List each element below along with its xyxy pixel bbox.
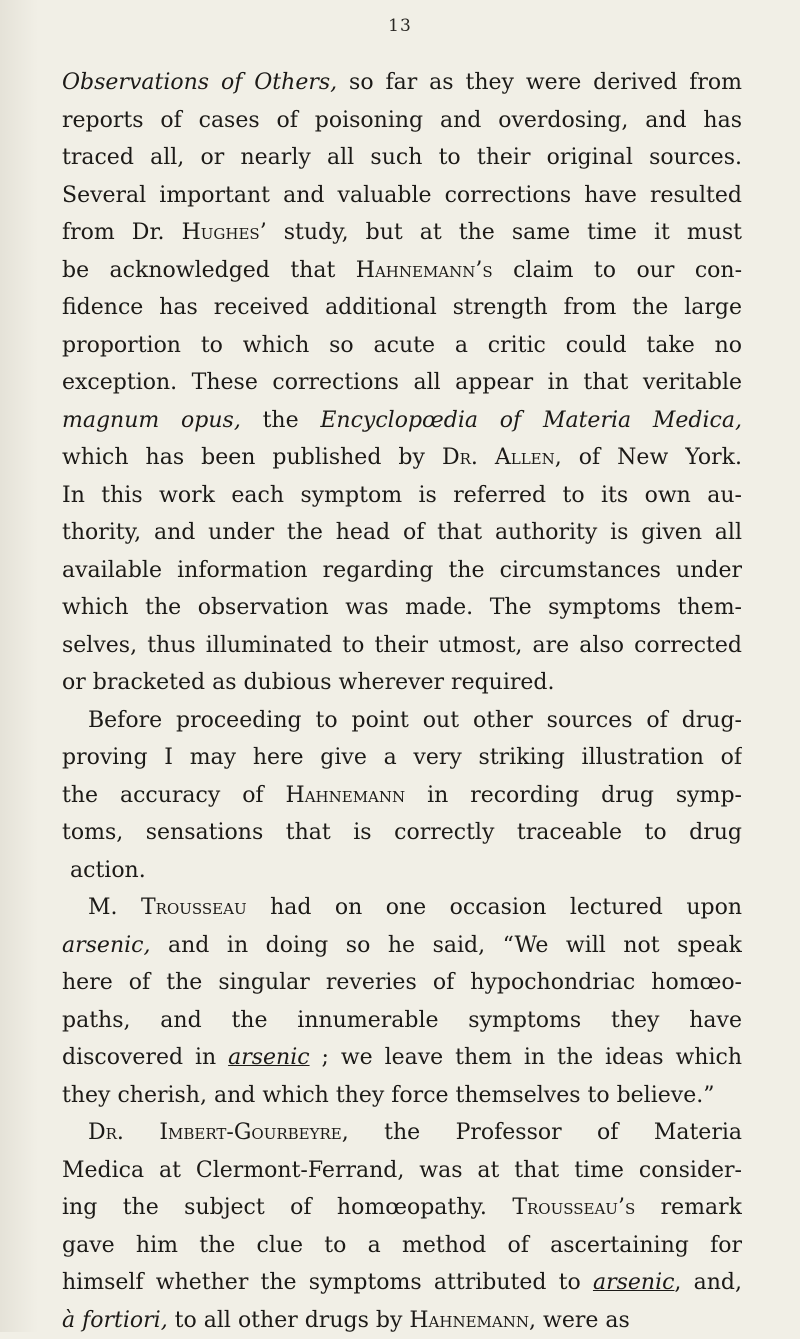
text-line: [62, 514, 742, 552]
text-segment: , and,: [674, 1270, 742, 1295]
text-line: [62, 1152, 742, 1190]
text-line: [62, 964, 742, 1002]
text-segment: here of the singular reveries of hypochondriac homœo-: [62, 970, 742, 995]
text-line: [62, 1114, 742, 1152]
text-line: [62, 1227, 742, 1265]
text-segment: fidence has received additional strength from the large: [62, 295, 742, 320]
text-segment: Encyclopœdia of Materia Medica,: [320, 408, 742, 433]
text-segment: reports of cases of poisoning and overdosing, and has: [62, 108, 742, 133]
text-line: [62, 1264, 742, 1302]
text-line: [62, 627, 742, 665]
text-line: [62, 327, 742, 365]
text-segment: had on one occasion lectured upon: [247, 895, 742, 920]
text-segment: the accuracy of: [62, 783, 286, 808]
text-segment: ing the subject of homœopathy.: [62, 1195, 512, 1220]
text-line: [62, 1302, 742, 1339]
text-segment: à fortiori,: [62, 1308, 168, 1333]
text-segment: Hahnemann: [409, 1308, 529, 1333]
text-line: [62, 139, 742, 177]
text-segment: , were as: [529, 1308, 630, 1333]
text-segment: arsenic: [228, 1045, 309, 1070]
text-segment: gave him the clue to a method of ascertaining for: [62, 1233, 742, 1258]
text-segment: Medica at Clermont-Ferrand, was at that time consider-: [62, 1158, 742, 1183]
text-segment: ; we leave them in the ideas which: [310, 1045, 742, 1070]
text-segment: action.: [70, 858, 146, 883]
text-segment: Several important and valuable corrections have resulted: [62, 183, 742, 208]
text-segment: or bracketed as dubious wherever required.: [62, 670, 555, 695]
text-line: [62, 552, 742, 590]
text-segment: which the observation was made. The symptoms them-: [62, 595, 742, 620]
text-segment: remark: [635, 1195, 742, 1220]
text-segment: they cherish, and which they force themselves to believe.”: [62, 1083, 714, 1108]
text-line: [62, 177, 742, 215]
text-line: [62, 852, 742, 890]
text-line: [62, 777, 742, 815]
text-segment: so far as they were derived from: [337, 70, 742, 95]
text-segment: Trousseau’s: [512, 1195, 635, 1220]
text-segment: which has been published by: [62, 445, 442, 470]
text-segment: to all other drugs by: [168, 1308, 410, 1333]
text-line: [62, 589, 742, 627]
text-line: [62, 739, 742, 777]
text-line: [62, 702, 742, 740]
text-segment: Observations of Others,: [62, 70, 337, 95]
text-segment: arsenic: [593, 1270, 674, 1295]
text-line: [62, 1189, 742, 1227]
text-line: [62, 889, 742, 927]
text-segment: , the Professor of Materia: [342, 1120, 742, 1145]
text-line: [62, 64, 742, 102]
text-line: [62, 102, 742, 140]
text-line: [62, 1002, 742, 1040]
text-segment: M.: [88, 895, 141, 920]
page-number: 13: [0, 16, 800, 36]
text-segment: Hahnemann: [286, 783, 406, 808]
text-segment: claim to our con-: [493, 258, 742, 283]
text-line: [62, 1039, 742, 1077]
text-segment: ’ study, but at the same time it must: [260, 220, 742, 245]
text-segment: himself whether the symptoms attributed to: [62, 1270, 593, 1295]
text-line: [62, 477, 742, 515]
text-line: [62, 664, 742, 702]
text-segment: and in doing so he said, “We will not speak: [150, 933, 742, 958]
text-segment: proportion to which so acute a critic could take no: [62, 333, 742, 358]
text-line: [62, 1077, 742, 1115]
text-line: [62, 402, 742, 440]
text-segment: thority, and under the head of that authority is given all: [62, 520, 742, 545]
text-line: [62, 439, 742, 477]
text-segment: be acknowledged that: [62, 258, 356, 283]
text-segment: discovered in: [62, 1045, 228, 1070]
text-line: [62, 289, 742, 327]
text-segment: Trousseau: [141, 895, 247, 920]
text-segment: paths, and the innumerable symptoms they have: [62, 1008, 742, 1033]
text-segment: available information regarding the circumstances under: [62, 558, 742, 583]
text-segment: Dr. Imbert-Gourbeyre: [88, 1120, 342, 1145]
text-segment: toms, sensations that is correctly traceable to drug: [62, 820, 742, 845]
text-segment: the: [241, 408, 321, 433]
text-line: [62, 214, 742, 252]
text-segment: Dr. Allen: [442, 445, 555, 470]
text-segment: In this work each symptom is referred to its own au-: [62, 483, 742, 508]
text-segment: proving I may here give a very striking illustration of: [62, 745, 742, 770]
text-segment: in recording drug symp-: [405, 783, 742, 808]
text-line: [62, 364, 742, 402]
text-segment: Hughes: [182, 220, 260, 245]
text-segment: exception. These corrections all appear in that veritable: [62, 370, 742, 395]
text-segment: arsenic,: [62, 933, 150, 958]
text-segment: selves, thus illuminated to their utmost, are also corrected: [62, 633, 742, 658]
text-segment: , of New York.: [555, 445, 742, 470]
body-text: [62, 64, 742, 1339]
text-line: [62, 252, 742, 290]
text-segment: traced all, or nearly all such to their original sources.: [62, 145, 742, 170]
text-segment: magnum opus,: [62, 408, 241, 433]
text-line: [62, 927, 742, 965]
text-line: [62, 814, 742, 852]
text-segment: from Dr.: [62, 220, 182, 245]
text-segment: Before proceeding to point out other sources of drug-: [88, 708, 742, 733]
text-segment: Hahnemann’s: [356, 258, 493, 283]
